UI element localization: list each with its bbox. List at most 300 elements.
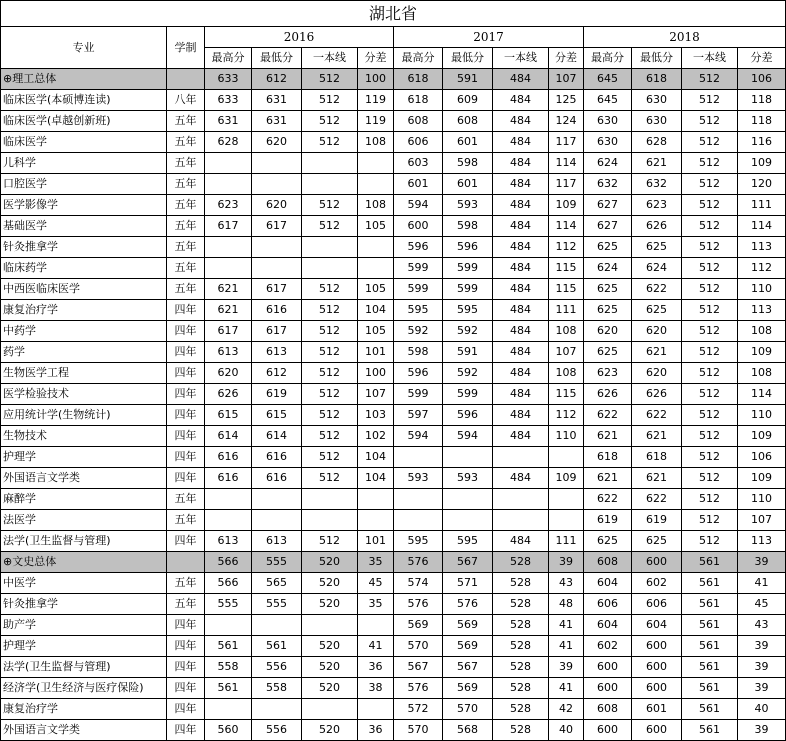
score-cell: 633	[205, 69, 252, 90]
score-cell: 630	[584, 111, 632, 132]
score-cell: 512	[682, 405, 738, 426]
score-cell: 561	[682, 594, 738, 615]
score-cell: 114	[549, 153, 584, 174]
score-cell	[394, 489, 443, 510]
score-cell	[252, 699, 302, 720]
score-cell: 520	[302, 657, 358, 678]
score-cell: 484	[493, 69, 549, 90]
score-cell: 561	[205, 678, 252, 699]
table-row	[1, 657, 786, 678]
score-cell: 625	[584, 237, 632, 258]
score-cell: 114	[549, 216, 584, 237]
score-cell: 41	[549, 678, 584, 699]
score-cell: 622	[584, 489, 632, 510]
table-row	[1, 279, 786, 300]
score-cell: 625	[632, 300, 682, 321]
score-cell: 598	[394, 342, 443, 363]
major-name: 口腔医学	[1, 174, 167, 195]
score-cell: 617	[205, 216, 252, 237]
score-cell: 512	[682, 90, 738, 111]
score-cell: 528	[493, 573, 549, 594]
duration: 五年	[167, 510, 205, 531]
score-cell: 599	[443, 384, 493, 405]
score-cell: 556	[252, 720, 302, 741]
score-cell: 109	[738, 342, 786, 363]
score-cell: 561	[682, 552, 738, 573]
major-name: 法学(卫生监督与管理)	[1, 657, 167, 678]
score-cell: 484	[493, 321, 549, 342]
score-cell	[302, 510, 358, 531]
score-cell: 43	[549, 573, 584, 594]
score-cell: 512	[682, 279, 738, 300]
duration: 四年	[167, 699, 205, 720]
score-cell: 571	[443, 573, 493, 594]
score-cell: 512	[682, 216, 738, 237]
score-cell: 604	[584, 615, 632, 636]
score-cell: 624	[632, 258, 682, 279]
score-cell: 512	[682, 195, 738, 216]
score-cell: 599	[394, 384, 443, 405]
score-cell: 621	[584, 468, 632, 489]
score-cell: 592	[443, 321, 493, 342]
score-cell: 596	[394, 237, 443, 258]
score-cell	[302, 699, 358, 720]
score-cell: 112	[738, 258, 786, 279]
score-cell: 625	[584, 342, 632, 363]
score-cell	[302, 153, 358, 174]
major-name: 应用统计学(生物统计)	[1, 405, 167, 426]
score-cell	[493, 447, 549, 468]
score-cell: 619	[632, 510, 682, 531]
score-cell: 512	[302, 426, 358, 447]
score-cell: 599	[394, 258, 443, 279]
score-cell: 625	[632, 237, 682, 258]
score-cell: 512	[682, 174, 738, 195]
score-cell: 621	[632, 153, 682, 174]
major-name: 基础医学	[1, 216, 167, 237]
major-name: 针灸推拿学	[1, 237, 167, 258]
score-cell: 594	[443, 426, 493, 447]
header-min-2016: 最低分	[252, 48, 302, 69]
score-cell: 114	[738, 384, 786, 405]
score-cell	[443, 489, 493, 510]
score-cell: 512	[302, 384, 358, 405]
score-cell: 113	[738, 300, 786, 321]
score-cell: 41	[549, 636, 584, 657]
group-name: ⊕文史总体	[1, 552, 167, 573]
score-cell	[549, 510, 584, 531]
score-cell: 556	[252, 657, 302, 678]
major-name: 康复治疗学	[1, 699, 167, 720]
table-row	[1, 447, 786, 468]
major-name: 生物医学工程	[1, 363, 167, 384]
score-cell: 117	[549, 132, 584, 153]
score-cell	[302, 174, 358, 195]
score-cell: 39	[549, 657, 584, 678]
score-cell: 621	[205, 279, 252, 300]
score-cell: 512	[302, 279, 358, 300]
score-cell: 608	[584, 552, 632, 573]
score-cell: 107	[549, 69, 584, 90]
score-cell: 520	[302, 678, 358, 699]
score-cell	[205, 510, 252, 531]
score-cell: 555	[252, 552, 302, 573]
score-cell: 117	[549, 174, 584, 195]
score-cell: 576	[394, 678, 443, 699]
score-cell: 599	[443, 258, 493, 279]
score-cell: 107	[549, 342, 584, 363]
header-year-2016: 2016	[205, 27, 394, 48]
score-cell: 613	[252, 342, 302, 363]
table-row	[1, 90, 786, 111]
score-cell: 112	[549, 237, 584, 258]
score-cell: 567	[394, 657, 443, 678]
major-name: 临床药学	[1, 258, 167, 279]
score-cell: 512	[682, 426, 738, 447]
score-cell: 619	[252, 384, 302, 405]
score-cell: 626	[584, 384, 632, 405]
score-cell: 622	[632, 279, 682, 300]
major-name: 中药学	[1, 321, 167, 342]
header-max-2016: 最高分	[205, 48, 252, 69]
score-cell: 115	[549, 258, 584, 279]
score-cell: 512	[682, 300, 738, 321]
score-cell: 512	[682, 384, 738, 405]
score-cell: 598	[443, 216, 493, 237]
duration: 四年	[167, 447, 205, 468]
score-cell: 111	[738, 195, 786, 216]
score-cell: 616	[205, 468, 252, 489]
score-cell: 574	[394, 573, 443, 594]
score-cell: 616	[252, 468, 302, 489]
score-cell	[443, 447, 493, 468]
score-cell	[205, 237, 252, 258]
score-cell: 632	[584, 174, 632, 195]
score-cell: 621	[632, 342, 682, 363]
score-cell: 601	[632, 699, 682, 720]
table-row	[1, 216, 786, 237]
score-cell: 558	[252, 678, 302, 699]
header-year-2017: 2017	[394, 27, 584, 48]
score-cell: 484	[493, 237, 549, 258]
score-cell: 596	[443, 405, 493, 426]
score-cell: 528	[493, 678, 549, 699]
table-row	[1, 468, 786, 489]
score-cell	[252, 489, 302, 510]
score-cell: 595	[443, 531, 493, 552]
score-cell: 520	[302, 636, 358, 657]
score-cell: 36	[358, 720, 394, 741]
score-cell: 623	[584, 363, 632, 384]
score-cell: 39	[738, 678, 786, 699]
score-cell: 600	[632, 657, 682, 678]
score-cell: 110	[738, 279, 786, 300]
table-row	[1, 489, 786, 510]
score-cell: 593	[394, 468, 443, 489]
score-cell	[358, 237, 394, 258]
score-cell: 628	[632, 132, 682, 153]
score-cell: 566	[205, 573, 252, 594]
score-cell: 484	[493, 111, 549, 132]
score-cell: 614	[252, 426, 302, 447]
score-cell: 576	[443, 594, 493, 615]
score-cell	[358, 174, 394, 195]
score-cell: 621	[632, 468, 682, 489]
score-cell: 561	[682, 636, 738, 657]
score-cell: 484	[493, 279, 549, 300]
score-cell: 106	[738, 447, 786, 468]
score-cell	[252, 237, 302, 258]
score-cell: 560	[205, 720, 252, 741]
score-cell: 561	[252, 636, 302, 657]
header-diff-2018: 分差	[738, 48, 786, 69]
score-cell: 48	[549, 594, 584, 615]
score-cell: 512	[682, 531, 738, 552]
score-cell: 107	[738, 510, 786, 531]
major-name: 外国语言文学类	[1, 720, 167, 741]
score-cell: 512	[302, 531, 358, 552]
score-cell: 100	[358, 69, 394, 90]
score-cell: 595	[394, 300, 443, 321]
score-cell: 520	[302, 552, 358, 573]
score-cell: 592	[443, 363, 493, 384]
score-cell	[493, 510, 549, 531]
score-cell: 632	[632, 174, 682, 195]
score-cell: 561	[682, 573, 738, 594]
major-name: 助产学	[1, 615, 167, 636]
score-cell: 45	[738, 594, 786, 615]
major-name: 针灸推拿学	[1, 594, 167, 615]
score-cell: 105	[358, 321, 394, 342]
score-cell: 600	[632, 636, 682, 657]
score-cell: 604	[584, 573, 632, 594]
major-name: 临床医学(卓越创新班)	[1, 111, 167, 132]
score-cell	[205, 153, 252, 174]
table-row	[1, 405, 786, 426]
score-cell: 108	[549, 321, 584, 342]
score-cell: 561	[682, 657, 738, 678]
score-cell: 609	[443, 90, 493, 111]
table-row	[1, 720, 786, 741]
header-min-2018: 最低分	[632, 48, 682, 69]
score-cell: 100	[358, 363, 394, 384]
score-cell: 108	[738, 321, 786, 342]
score-cell: 108	[358, 195, 394, 216]
score-cell	[252, 615, 302, 636]
score-cell: 569	[394, 615, 443, 636]
score-cell: 104	[358, 300, 394, 321]
score-cell: 484	[493, 195, 549, 216]
score-cell: 512	[682, 111, 738, 132]
score-cell: 561	[682, 699, 738, 720]
score-cell: 600	[632, 678, 682, 699]
score-cell: 615	[205, 405, 252, 426]
duration: 五年	[167, 489, 205, 510]
score-cell: 631	[252, 90, 302, 111]
score-cell: 512	[302, 216, 358, 237]
score-cell: 109	[738, 468, 786, 489]
major-name: 经济学(卫生经济与医疗保险)	[1, 678, 167, 699]
duration: 四年	[167, 363, 205, 384]
table-row	[1, 300, 786, 321]
score-cell: 484	[493, 342, 549, 363]
score-cell: 111	[549, 300, 584, 321]
score-cell: 110	[738, 405, 786, 426]
score-cell: 512	[682, 258, 738, 279]
header-diff-2016: 分差	[358, 48, 394, 69]
score-cell: 613	[252, 531, 302, 552]
score-cell: 124	[549, 111, 584, 132]
score-cell: 35	[358, 594, 394, 615]
score-cell: 622	[584, 405, 632, 426]
score-cell: 621	[584, 426, 632, 447]
score-cell: 484	[493, 363, 549, 384]
score-cell: 566	[205, 552, 252, 573]
duration: 五年	[167, 573, 205, 594]
score-cell: 512	[302, 321, 358, 342]
duration: 五年	[167, 195, 205, 216]
score-cell: 619	[584, 510, 632, 531]
score-cell: 570	[394, 720, 443, 741]
duration	[167, 552, 205, 573]
score-cell: 602	[632, 573, 682, 594]
score-cell: 623	[205, 195, 252, 216]
score-cell: 484	[493, 90, 549, 111]
major-name: 法医学	[1, 510, 167, 531]
score-cell: 108	[738, 363, 786, 384]
score-cell: 528	[493, 720, 549, 741]
score-cell: 101	[358, 342, 394, 363]
duration: 五年	[167, 153, 205, 174]
score-cell: 35	[358, 552, 394, 573]
duration: 四年	[167, 468, 205, 489]
score-cell: 104	[358, 447, 394, 468]
major-name: 临床医学(本硕博连读)	[1, 90, 167, 111]
duration: 四年	[167, 657, 205, 678]
header-major: 专业	[1, 27, 167, 69]
score-cell: 620	[252, 132, 302, 153]
score-cell: 625	[632, 531, 682, 552]
score-cell: 616	[252, 300, 302, 321]
duration	[167, 69, 205, 90]
score-cell	[493, 489, 549, 510]
score-cell: 627	[584, 216, 632, 237]
score-cell: 617	[252, 321, 302, 342]
score-cell: 125	[549, 90, 584, 111]
table-row	[1, 174, 786, 195]
major-name: 临床医学	[1, 132, 167, 153]
score-cell	[302, 258, 358, 279]
score-cell: 597	[394, 405, 443, 426]
header-year-2018: 2018	[584, 27, 786, 48]
score-cell: 512	[682, 153, 738, 174]
table-row	[1, 258, 786, 279]
score-cell: 613	[205, 342, 252, 363]
score-cell: 39	[738, 552, 786, 573]
score-cell: 596	[394, 363, 443, 384]
score-cell: 109	[738, 153, 786, 174]
table-row	[1, 615, 786, 636]
score-cell: 630	[584, 132, 632, 153]
score-cell: 108	[549, 363, 584, 384]
table-body	[1, 69, 786, 741]
major-name: 药学	[1, 342, 167, 363]
score-cell: 626	[632, 384, 682, 405]
duration: 五年	[167, 237, 205, 258]
score-cell: 625	[584, 279, 632, 300]
major-name: 外国语言文学类	[1, 468, 167, 489]
table-row	[1, 510, 786, 531]
table-row	[1, 153, 786, 174]
score-cell: 633	[205, 90, 252, 111]
score-cell: 591	[443, 342, 493, 363]
score-cell: 592	[394, 321, 443, 342]
score-cell: 618	[584, 447, 632, 468]
score-cell: 112	[549, 405, 584, 426]
table-row	[1, 699, 786, 720]
score-cell	[252, 258, 302, 279]
header-duration: 学制	[167, 27, 205, 69]
score-cell: 41	[358, 636, 394, 657]
major-name: 麻醉学	[1, 489, 167, 510]
score-cell	[252, 174, 302, 195]
score-cell: 561	[682, 720, 738, 741]
score-cell: 600	[584, 678, 632, 699]
score-cell: 620	[632, 363, 682, 384]
duration: 四年	[167, 636, 205, 657]
score-cell: 512	[682, 342, 738, 363]
score-cell: 561	[682, 678, 738, 699]
table-row	[1, 321, 786, 342]
score-cell: 595	[394, 531, 443, 552]
score-cell	[443, 510, 493, 531]
score-cell: 40	[549, 720, 584, 741]
score-cell: 109	[738, 426, 786, 447]
score-cell: 108	[358, 132, 394, 153]
duration: 四年	[167, 615, 205, 636]
score-cell: 38	[358, 678, 394, 699]
table-row	[1, 363, 786, 384]
score-cell: 512	[682, 69, 738, 90]
score-cell	[358, 699, 394, 720]
score-cell: 115	[549, 384, 584, 405]
score-cell: 612	[252, 69, 302, 90]
score-cell	[252, 153, 302, 174]
score-cell: 615	[252, 405, 302, 426]
score-cell: 620	[584, 321, 632, 342]
score-cell: 606	[394, 132, 443, 153]
score-cell: 520	[302, 573, 358, 594]
score-cell: 625	[584, 531, 632, 552]
score-cell: 110	[738, 489, 786, 510]
score-cell: 484	[493, 258, 549, 279]
score-cell: 484	[493, 405, 549, 426]
duration: 五年	[167, 111, 205, 132]
score-cell: 620	[252, 195, 302, 216]
score-cell: 484	[493, 216, 549, 237]
score-cell: 569	[443, 636, 493, 657]
score-cell: 118	[738, 111, 786, 132]
major-name: 生物技术	[1, 426, 167, 447]
score-cell: 484	[493, 153, 549, 174]
score-cell: 618	[632, 447, 682, 468]
score-cell: 119	[358, 111, 394, 132]
score-cell: 603	[394, 153, 443, 174]
score-cell: 608	[584, 699, 632, 720]
score-cell	[205, 174, 252, 195]
score-cell: 601	[443, 132, 493, 153]
duration: 八年	[167, 90, 205, 111]
